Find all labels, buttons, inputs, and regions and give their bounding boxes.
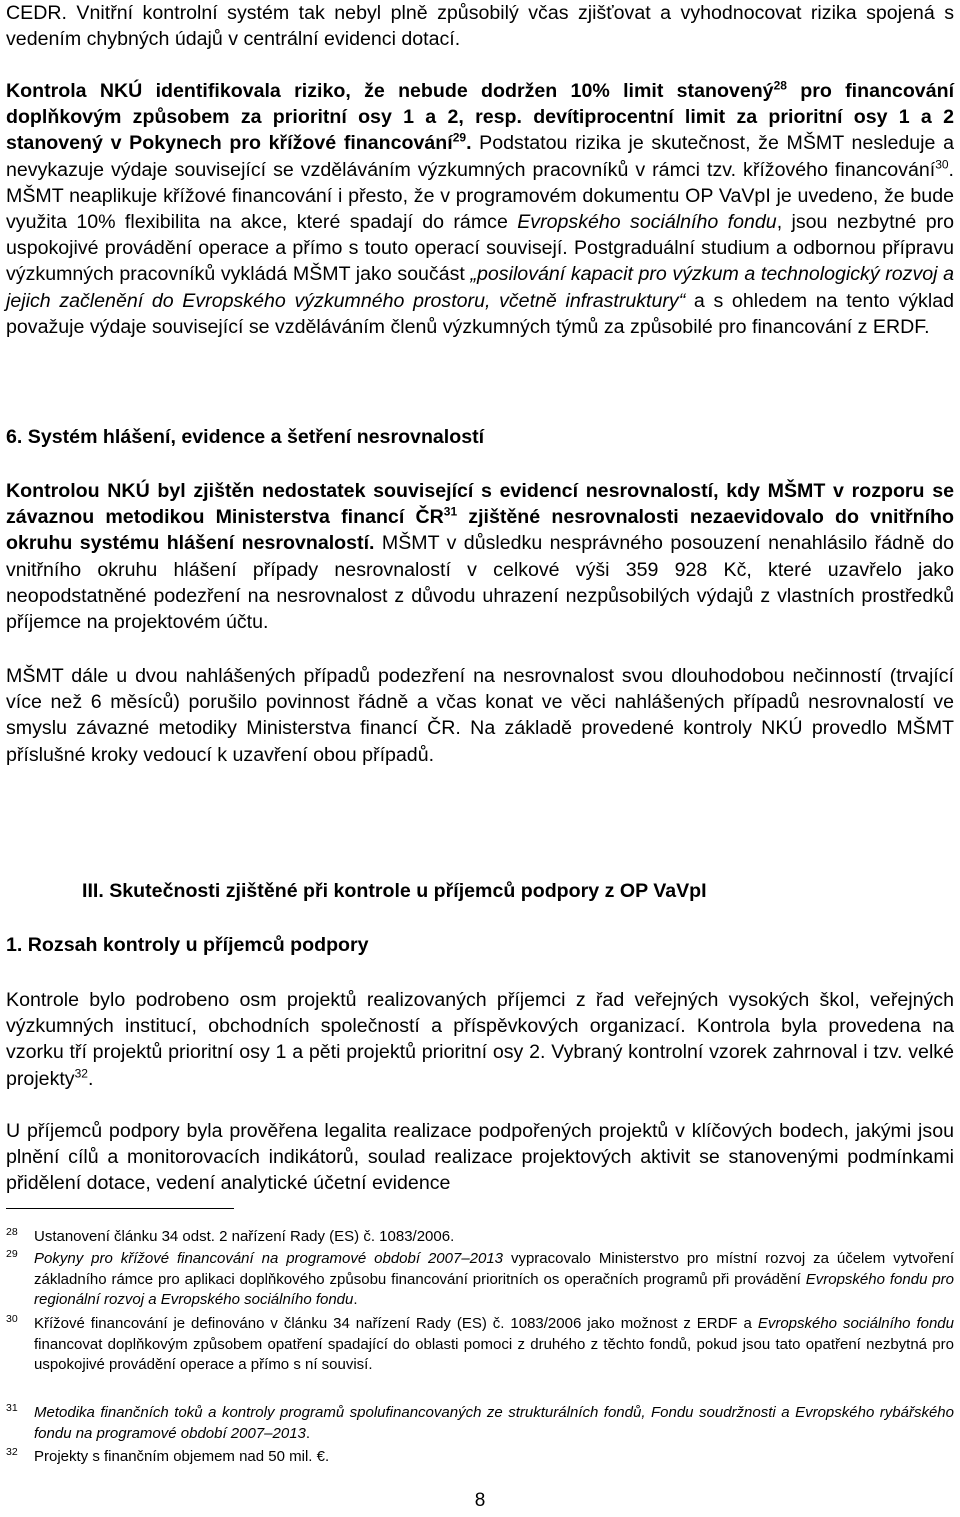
paragraph-legality: U příjemců podpory byla prověřena legalita realizace podpořených projektů v klíčových bodech, jakými jsou plnění cílů a monitorovacích indikátorů, soulad realizace projektových aktivit se stanovenými podmínkami přidělení dotace, vedení analytické účetní evidence: [6, 1120, 954, 1195]
chapter-heading-III: III. Skutečnosti zjištěné při kontrole u příjemců podpory z OP VaVpI: [82, 880, 707, 902]
footnote-separator: [6, 1208, 234, 1209]
page-number: 8: [474, 1490, 486, 1511]
section-heading-6: 6. Systém hlášení, evidence a šetření nesrovnalostí: [6, 426, 485, 448]
paragraph-cedr: CEDR. Vnitřní kontrolní systém tak nebyl plně způsobilý včas zjišťovat a vyhodnocovat rizika spojená s vedením chybných údajů v centrální evidenci dotací.: [6, 2, 954, 51]
footnote-29: 29 Pokyny pro křížové financování na programové období 2007–2013 vypracovalo Ministerstvo pro místní rozvoj za účelem vytvoření základního rámce pro aplikaci doplňkového způsobu financování prioritních os operačních programů při provádění Evropského fondu pro regionální rozvoj a Evropského sociálního fondu.: [6, 1248, 954, 1308]
footnote-32: 32 Projekty s finančním objemem nad 50 mil. €.: [6, 1446, 330, 1465]
paragraph-crossfinancing-risk: Kontrola NKÚ identifikovala riziko, že nebude dodržen 10% limit stanovený$^{28}$ pro financování doplňkovým způsobem za prioritní osy 1 a 2, resp. devítiprocentní limit za prioritní osy 1 a 2 stanovený v Pokynech pro křížové financování$^{29}$. Podstatou rizika je skutečnost, že MŠMT nesleduje a nevykazuje výdaje související se vzděláváním výzkumných pracovníků v rámci tzv. křížového financování$^{30}$. MŠMT neaplikuje křížové financování i přesto, že v programovém dokumentu OP VaVpI je uvedeno, že bude využita 10% flexibilita na akce, které spadají do rámce Evropského sociálního fondu, jsou nezbytné pro uspokojivé provádění operace a přímo s touto operací souvisejí. Postgraduální studium a odbornou přípravu výzkumných pracovníků vykládá MŠMT jako součást „posilování kapacit pro výzkum a technologický rozvoj a jejich začlenění do Evropského výzkumného prostoru, včetně infrastruktury“ a s ohledem na tento výklad považuje výdaje související se vzděláváním členů výzkumných týmů za způsobilé pro financování z ERDF.: [6, 78, 955, 338]
paragraph-scope: Kontrole bylo podrobeno osm projektů realizovaných příjemci z řad veřejných vysokých škol, veřejných výzkumných institucí, obchodních společností a příspěvkových organizací. Kontrola byla provedena na vzorku tří projektů prioritní osy 1 a pěti projektů prioritní osy 2. Vybraný kontrolní vzorek zahrnoval i tzv. velké projekty$^{32}$.: [6, 989, 954, 1090]
section-heading-1: 1. Rozsah kontroly u příjemců podpory: [6, 934, 369, 956]
footnote-ref-31: 31: [443, 504, 458, 519]
paragraph-irregularities: Kontrolou NKÚ byl zjištěn nedostatek související s evidencí nesrovnalostí, kdy MŠMT v rozporu se závaznou metodikou Ministerstva financí ČR$^{31}$ zjištěné nesrovnalosti nezaevidovalo do vnitřního okruhu systému hlášení nesrovnalostí. MŠMT v důsledku nesprávného posouzení nenahlásilo řádně do vnitřního okruhu hlášení případy nesrovnalostí v celkové výši 359 928 Kč, které uzavřelo jako neopodstatněné podezření na nesrovnalost z důvodu uhrazení nezpůsobilých výdajů z vlastních prostředků příjemce na projektovém účtu.: [6, 480, 954, 634]
paragraph-inaction: MŠMT dále u dvou nahlášených případů podezření na nesrovnalost svou dlouhodobou nečinností (trvající více než 6 měsíců) porušilo povinnost řádně a včas konat ve věci nahlášených případů nesrovnalostí ve smyslu závazné metodiky Ministerstva financí ČR. Na základě provedené kontroly NKÚ provedlo MŠMT příslušné kroky vedoucí k uzavření obou případů.: [6, 665, 954, 766]
footnote-ref-30: 30: [935, 157, 949, 172]
footnote-ref-28: 28: [773, 78, 787, 93]
footnote-30: 30 Křížové financování je definováno v článku 34 nařízení Rady (ES) č. 1083/2006 jako možnost z ERDF a Evropského sociálního fondu financovat doplňkovým způsobem opatření spadající do oblasti pomoci z druhého z těchto fondů, pokud jsou tato opatření nezbytná pro uspokojivé provádění operace a přímo s ní souvisí.: [6, 1313, 954, 1373]
footnote-ref-29: 29: [452, 130, 467, 145]
footnote-28: 28 Ustanovení článku 34 odst. 2 nařízení Rady (ES) č. 1083/2006.: [6, 1226, 455, 1245]
footnote-31: 31 Metodika finančních toků a kontroly programů spolufinancovaných ze strukturálních fondů, Fondu soudržnosti a Evropského rybářského fondu na programové období 2007–2013.: [6, 1402, 954, 1442]
footnote-ref-32: 32: [74, 1066, 88, 1081]
